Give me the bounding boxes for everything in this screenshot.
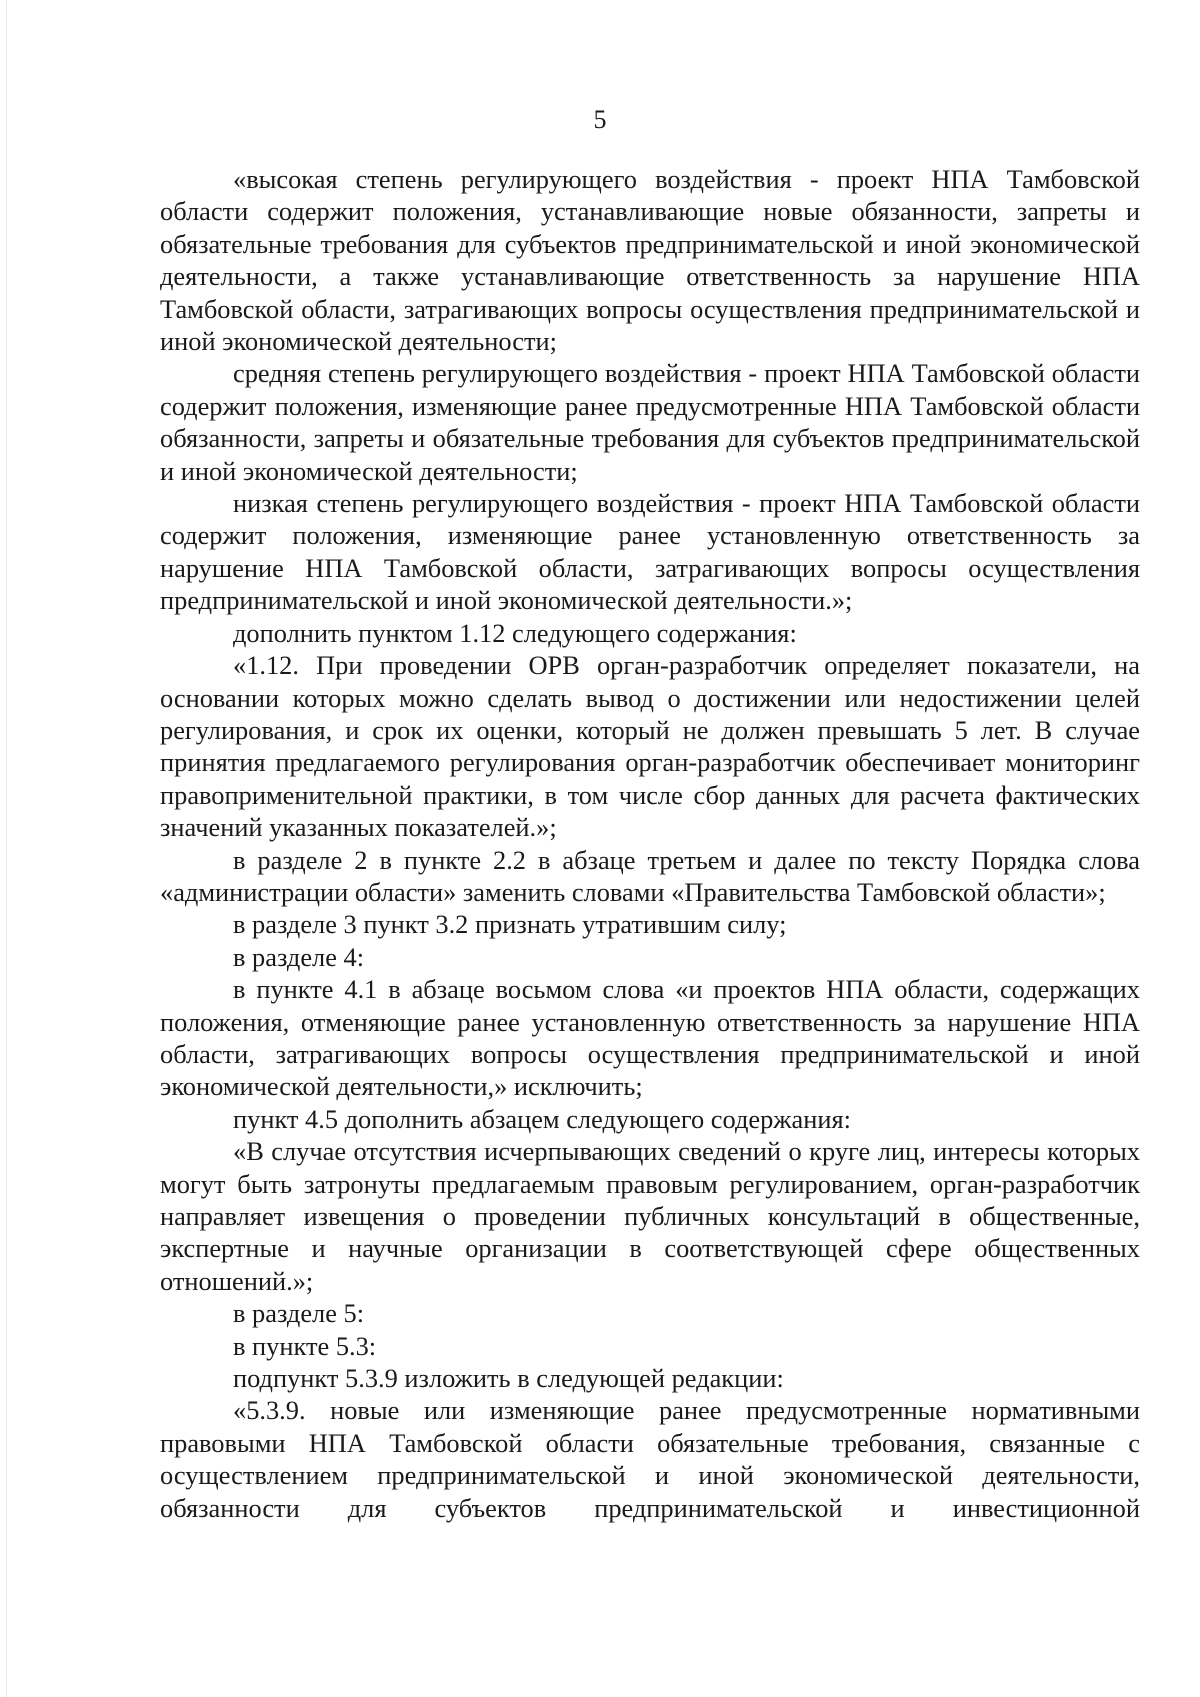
document-body [160,163,1140,1524]
paragraph-item-1-12: «1.12. При проведении ОРВ орган-разработчик определяет показатели, на основании которых можно сделать вывод о достижении или недостижении целей регулирования, и срок их оценки, который не должен превышать 5 лет. В случае принятия предлагаемого регулирования орган-разработчик обеспечивает мониторинг правоприменительной практики, в том числе сбор данных для расчета фактических значений указанных показателей.»; [160,650,1140,843]
paragraph-section-3: в разделе 3 пункт 3.2 признать утратившим силу; [233,909,787,940]
paragraph-section-2: в разделе 2 в пункте 2.2 в абзаце третьем и далее по тексту Порядка слова «администрации области» заменить словами «Правительства Тамбовской области»; [160,844,1140,907]
paragraph-item-4-5-text: «В случае отсутствия исчерпывающих сведений о круге лиц, интересы которых могут быть затронуты предлагаемым правовым регулированием, орган-разработчик направляет извещения о проведении публичных консультаций в общественные, экспертные и научные организации в соответствующей сфере общественных отношений.»; [160,1136,1140,1296]
paragraph-high-impact: «высокая степень регулирующего воздействия - проект НПА Тамбовской области содержит положения, устанавливающие новые обязанности, запреты и обязательные требования для субъектов предпринимательской и иной экономической деятельности, а также устанавливающие ответственность за нарушение НПА Тамбовской области, затрагивающих вопросы осуществления предпринимательской и иной экономической деятельности; [160,164,1140,357]
paragraph-item-5-3-heading: в пункте 5.3: [233,1330,377,1361]
paragraph-medium-impact: средняя степень регулирующего воздействия - проект НПА Тамбовской области содержит положения, изменяющие ранее предусмотренные НПА Тамбовской области обязанности, запреты и обязательные требования для субъектов предпринимательской и иной экономической деятельности; [160,358,1140,486]
page-number: 5 [593,105,607,134]
paragraph-subitem-5-3-9: «5.3.9. новые или изменяющие ранее предусмотренные нормативными правовыми НПА Тамбовской области обязательные требования, связанные с осуществлением предпринимательской и иной экономической деятельности, обязанности для субъектов предпринимательской и инвестиционной [160,1395,1140,1523]
paragraph-item-4-5: пункт 4.5 дополнить абзацем следующего содержания: [233,1103,851,1134]
scan-edge-line [6,0,7,1697]
paragraph-section-5-heading: в разделе 5: [233,1298,365,1329]
paragraph-section-4-heading: в разделе 4: [233,941,365,972]
paragraph-add-item-1-12: дополнить пунктом 1.12 следующего содержания: [233,617,797,648]
paragraph-item-4-1: в пункте 4.1 в абзаце восьмом слова «и проектов НПА области, содержащих положения, отменяющие ранее установленную ответственность за нарушение НПА области, затрагивающих вопросы осуществления предпринимательской и иной экономической деятельности,» исключить; [160,974,1140,1102]
paragraph-subitem-5-3-9-heading: подпункт 5.3.9 изложить в следующей редакции: [233,1363,784,1394]
paragraph-low-impact: низкая степень регулирующего воздействия - проект НПА Тамбовской области содержит положения, изменяющие ранее установленную ответственность за нарушение НПА Тамбовской области, затрагивающих вопросы осуществления предпринимательской и иной экономической деятельности.»; [160,488,1140,616]
